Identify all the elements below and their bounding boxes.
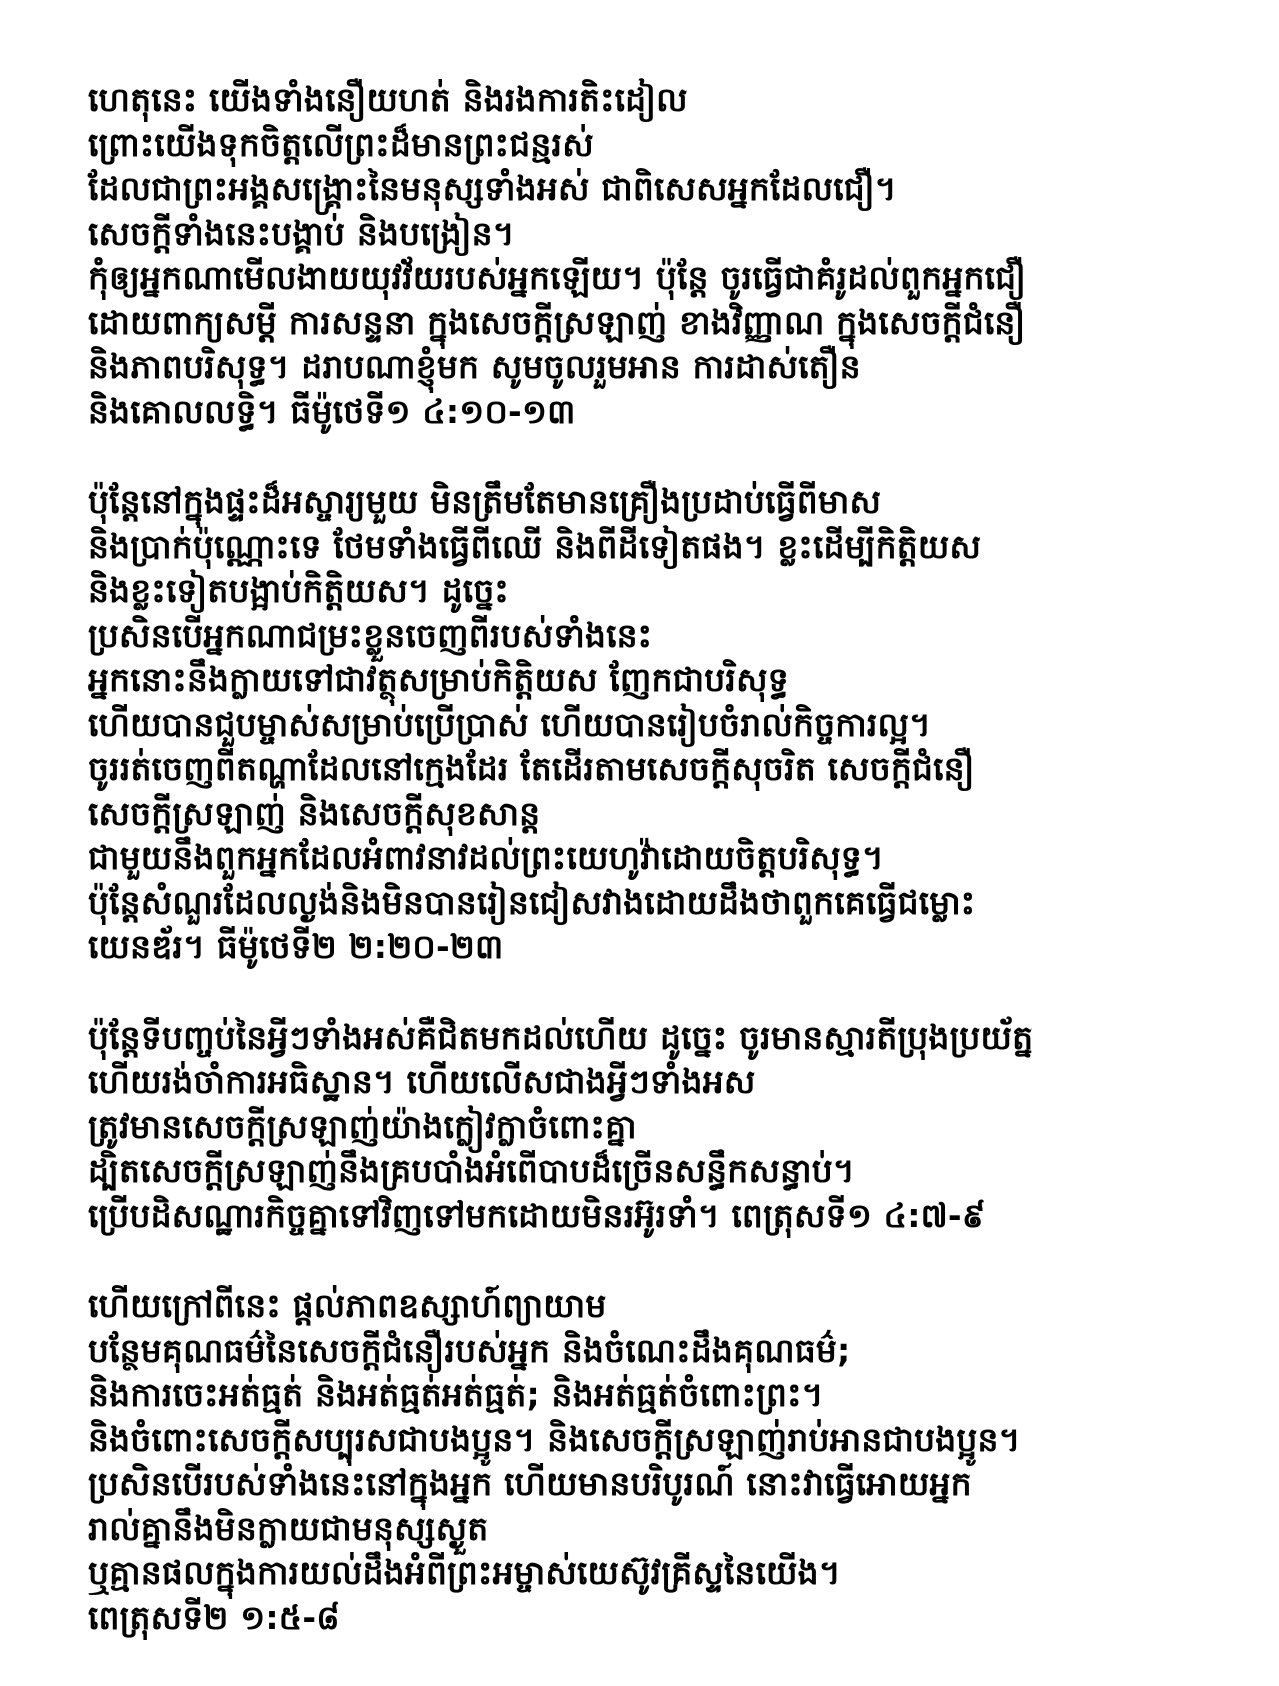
paragraph-4 — [88, 1284, 1238, 1640]
text-line: និងប្រាក់ប៉ុណ្ណោះទេ ថែមទាំងធ្វើពីឈើ និងពីដីទៀតផង។ ខ្លះដើម្បីកិត្តិយស — [88, 526, 982, 566]
text-line: កុំឲ្យអ្នកណាមើលងាយយុវវ័យរបស់អ្នកឡើយ។ ប៉ុន្តែ ចូរធ្វើជាគំរូដល់ពួកអ្នកជឿ — [88, 258, 1027, 297]
text-line: ដោយពាក្យសម្តី ការសន្ទនា ក្នុងសេចក្តីស្រឡាញ់ ខាងវិញ្ញាណ ក្នុងសេចក្តីជំនឿ — [88, 302, 1026, 342]
text-line: ដែលជាព្រះអង្គសង្គ្រោះនៃមនុស្សទាំងអស់ ជាពិសេសអ្នកដែលជឿ។ — [88, 169, 897, 208]
text-line: រាល់គ្នានឹងមិនក្លាយជាមនុស្សស្ងួត — [88, 1508, 489, 1548]
text-line: ប្រសិនបើអ្នកណាជម្រះខ្លួនចេញពីរបស់ទាំងនេះ — [88, 615, 653, 655]
text-line: ព្រោះយើងទុកចិត្តលើព្រះដ៏មានព្រះជន្មរស់ — [88, 124, 594, 164]
text-line: ជាមួយនឹងពួកអ្នកដែលអំពាវនាវដល់ព្រះយេហូវ៉ាដោយចិត្តបរិសុទ្ធ។ — [88, 838, 884, 877]
paragraph-3 — [88, 1016, 1238, 1239]
text-line: ដ្បិតសេចក្តីស្រឡាញ់នឹងគ្របបាំងអំពើបាបដ៏ច្រើនសន្ធឹកសន្ធាប់។ — [88, 1151, 855, 1190]
text-line: បន្ថែមគុណធម៌នៃសេចក្តីជំនឿរបស់អ្នក និងចំណេះដឹងគុណធម៌; — [88, 1330, 851, 1370]
text-line: ពេត្រុសទី២ ១:៥-៨ — [88, 1597, 340, 1637]
text-line: និងខ្លះទៀតបង្អាប់កិត្តិយស។ ដូច្នេះ — [88, 571, 509, 610]
text-line: ហើយក្រៅពីនេះ ផ្តល់ភាពឧស្សាហ៍ព្យាយាម — [88, 1286, 607, 1325]
text-line: ប្រើបដិសណ្ឋារកិច្ចគ្នាទៅវិញទៅមកដោយមិនរអ៊ូរទាំ។ ពេត្រុសទី១ ៤:៧-៩ — [88, 1195, 986, 1235]
paragraph-1 — [88, 78, 1238, 434]
paragraph-2 — [88, 480, 1238, 970]
text-line: និងចំពោះសេចក្តីសប្បុរសជាបងប្អូន។ និងសេចក្តីស្រឡាញ់រាប់អានជាបងប្អូន។ — [88, 1419, 1021, 1459]
text-line: សេចក្តីស្រឡាញ់ និងសេចក្តីសុខសាន្ត — [88, 793, 541, 833]
text-line: ប្រសិនបើរបស់ទាំងនេះនៅក្នុងអ្នក ហើយមានបរិបូរណ៍ នោះវាធ្វើអោយអ្នក — [88, 1464, 972, 1503]
text-line: ត្រូវមានសេចក្តីស្រឡាញ់យ៉ាងក្លៀវក្លាចំពោះគ្នា — [88, 1106, 637, 1146]
text-line: ឬគ្មានផលក្នុងការយល់ដឹងអំពីព្រះអម្ចាស់យេស៊ូវគ្រីស្ទនៃយើង។ — [88, 1553, 841, 1592]
text-line: យេនឌ័រ។ ធីម៉ូថេទី២ ២:២០-២៣ — [88, 927, 504, 966]
text-line: ចូររត់ចេញពីតណ្ហាដែលនៅក្មេងដែរ តែដើរតាមសេចក្តីសុចរិត សេចក្តីជំនឿ — [88, 749, 975, 788]
document-page — [88, 78, 1238, 1686]
text-line: ប៉ុន្តែសំណួរដែលល្ងង់និងមិនបានរៀនជៀសវាងដោយដឹងថាពួកគេធ្វើជម្លោះ — [88, 882, 976, 922]
text-line: សេចក្តីទាំងនេះបង្គាប់ និងបង្រៀន។ — [88, 213, 515, 253]
text-line: ហើយរង់ចាំការអធិស្ឋាន។ ហើយលើសជាងអ្វីៗទាំងអស — [88, 1062, 756, 1101]
text-line: អ្នកនោះនឹងក្លាយទៅជាវត្ថុសម្រាប់កិត្តិយស ញែកជាបរិសុទ្ធ — [88, 660, 789, 699]
text-line: និងភាពបរិសុទ្ធ។ ដរាបណាខ្ញុំមក សូមចូលរួមអាន ការដាស់តឿន — [88, 347, 861, 386]
text-line: និងគោលលទ្ធិ។ ធីម៉ូថេទី១ ៤:១០-១៣ — [88, 391, 576, 431]
text-line: ប៉ុន្តែទីបញ្ចប់នៃអ្វីៗទាំងអស់គឺជិតមកដល់ហើយ ដូច្នេះ ចូរមានស្មារតីប្រុងប្រយ័ត្ន — [88, 1017, 1034, 1057]
text-line: ប៉ុន្តែនៅក្នុងផ្ទះដ៏អស្ចារ្យមួយ មិនត្រឹមតែមានគ្រឿងប្រដាប់ធ្វើពីមាស — [88, 482, 882, 521]
text-line: ហើយបានជួបម្ចាស់សម្រាប់ប្រើប្រាស់ ហើយបានរៀបចំរាល់កិច្ចការល្អ។ — [88, 704, 932, 744]
text-line: និងការចេះអត់ធ្មត់ និងអត់ធ្មត់អត់ធ្មត់; និងអត់ធ្មត់ចំពោះព្រះ។ — [88, 1375, 824, 1414]
text-line: ហេតុនេះ យើងទាំងនឿយហត់ និងរងការតិះដៀល — [88, 80, 688, 119]
